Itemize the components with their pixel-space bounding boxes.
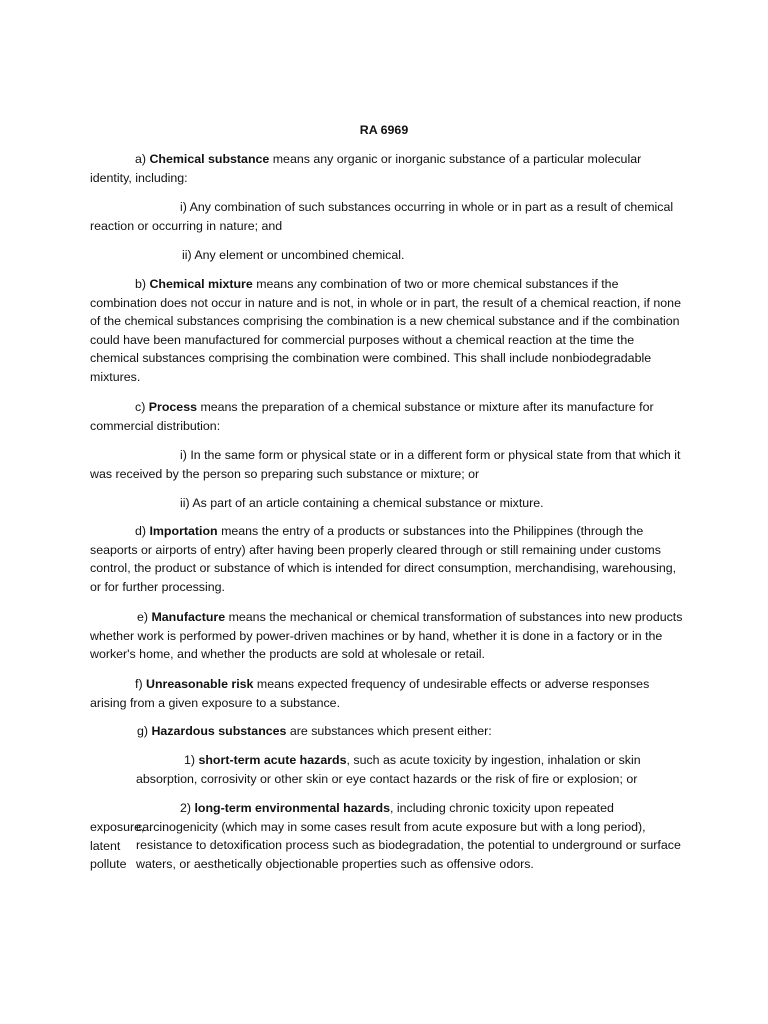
definition-chemical-substance: a) Chemical substance means any organic or inorganic substance of a particular molecular identity, including: bbox=[90, 152, 642, 185]
term-chemical-substance: Chemical substance bbox=[149, 152, 270, 166]
term-process: Process bbox=[148, 400, 197, 414]
definition-chemical-mixture: b) Chemical mixture means any combination of two or more chemical substances if the combination does not occur in nature and is not, in whole or in part, the result of a chemical reaction, if none of the chemical substances comprising the combination is a new chemical substance and if the combination could have been manufactured for commercial purposes without a chemical reaction at the time the chemical substances comprising the combination were combined. This shall include nonbiodegradable mixtures. bbox=[90, 277, 681, 384]
term-chemical-mixture: Chemical mixture bbox=[149, 277, 253, 291]
clause-g-2: 2) long-term environmental hazards, including chronic toxicity upon repeated carcinogenicity (which may in some cases result from acute exposure but with a long period), resistance to detoxification process such as biodegradation, the potential to underground or surface waters, or aesthetically objectionable properties such as offensive odors. bbox=[136, 801, 681, 871]
margin-word-pollute: pollute bbox=[90, 857, 127, 871]
clause-c-i: i) In the same form or physical state or in a different form or physical state from that which it was received by the person so preparing such substance or mixture; or bbox=[90, 448, 681, 481]
term-short-term-acute-hazards: short-term acute hazards bbox=[198, 753, 347, 767]
margin-word-exposure: exposure, bbox=[90, 820, 145, 834]
definition-process: c) Process means the preparation of a chemical substance or mixture after its manufacture for commercial distribution: bbox=[90, 400, 654, 433]
definition-unreasonable-risk: f) Unreasonable risk means expected frequency of undesirable effects or adverse responses arising from a given exposure to a substance. bbox=[90, 677, 650, 710]
term-manufacture: Manufacture bbox=[151, 610, 226, 624]
term-importation: Importation bbox=[149, 524, 218, 538]
term-long-term-environmental-hazards: long-term environmental hazards bbox=[194, 801, 391, 815]
document-title: RA 6969 bbox=[359, 123, 409, 137]
margin-word-latent: latent bbox=[90, 839, 121, 853]
clause-g-1: 1) short-term acute hazards, such as acute toxicity by ingestion, inhalation or skin absorption, corrosivity or other skin or eye contact hazards or the risk of fire or explosion; or bbox=[136, 753, 641, 786]
definition-manufacture: e) Manufacture means the mechanical or chemical transformation of substances into new products whether work is performed by power-driven machines or by hand, whether it is done in a factory or in the worker's home, and whether the products are sold at wholesale or retail. bbox=[90, 610, 683, 662]
clause-a-i: i) Any combination of such substances occurring in whole or in part as a result of chemical reaction or occurring in nature; and bbox=[90, 200, 674, 233]
clause-c-ii: ii) As part of an article containing a chemical substance or mixture. bbox=[180, 496, 544, 510]
clause-a-ii: ii) Any element or uncombined chemical. bbox=[182, 248, 405, 262]
term-hazardous-substances: Hazardous substances bbox=[151, 724, 287, 738]
definition-hazardous-substances: g) Hazardous substances are substances which present either: bbox=[137, 724, 492, 738]
term-unreasonable-risk: Unreasonable risk bbox=[146, 677, 254, 691]
definition-importation: d) Importation means the entry of a products or substances into the Philippines (through the seaports or airports of entry) after having been properly cleared through or still remaining under customs control, the product or substance of which is intended for direct consumption, merchandising, warehousing, or for further processing. bbox=[90, 524, 677, 594]
